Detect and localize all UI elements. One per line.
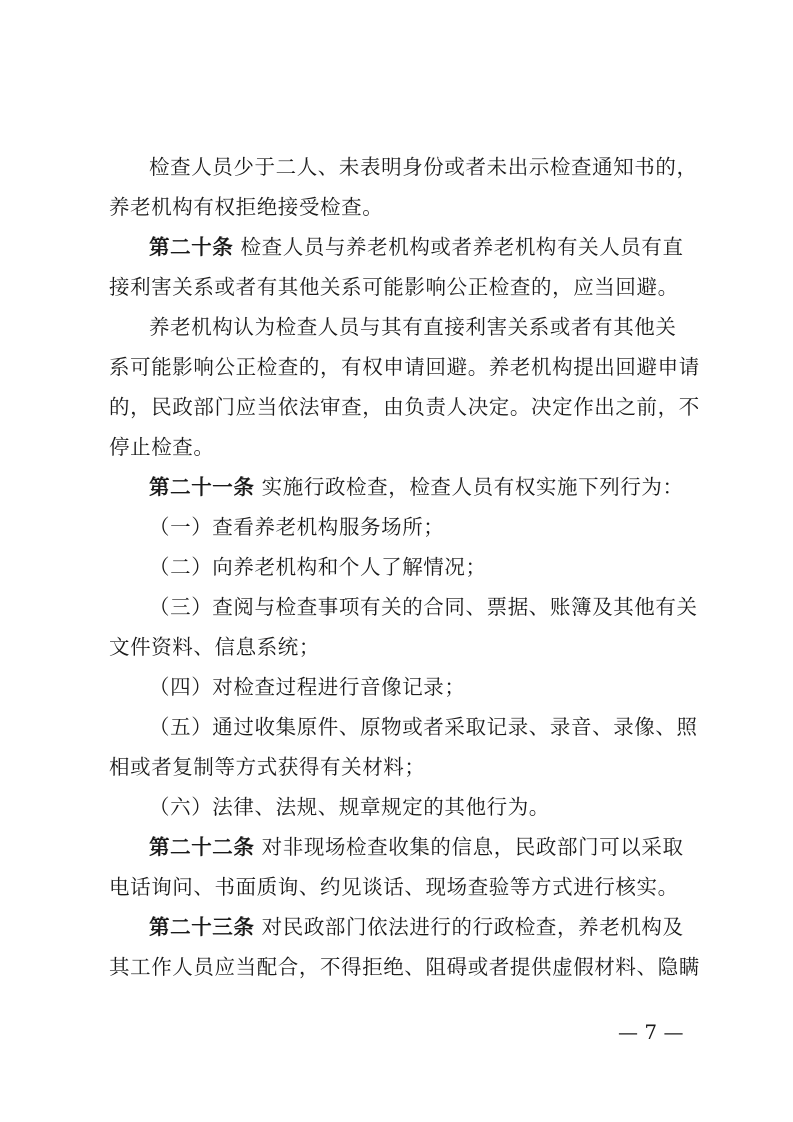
- paragraph-line: 电话询问、书面质询、约见谈话、现场查验等方式进行核实。: [109, 875, 679, 899]
- article-text: 对非现场检查收集的信息，民政部门可以采取: [254, 835, 684, 859]
- paragraph-line: 停止检查。: [109, 435, 215, 459]
- article-heading: 第二十一条: [149, 475, 255, 499]
- list-item-continuation: 相或者复制等方式获得有关材料；: [109, 755, 426, 779]
- article-first-line: [149, 912, 689, 942]
- list-item: （二）向养老机构和个人了解情况；: [149, 555, 487, 579]
- paragraph-line: 的，民政部门应当依法审查，由负责人决定。决定作出之前，不: [109, 395, 700, 419]
- paragraph-line: 养老机构认为检查人员与其有直接利害关系或者有其他关: [149, 315, 677, 339]
- paragraph-line: 养老机构有权拒绝接受检查。: [109, 195, 384, 219]
- article-text: 检查人员与养老机构或者养老机构有关人员有直: [233, 235, 684, 259]
- list-item: （四）对检查过程进行音像记录；: [149, 675, 466, 699]
- paragraph-line: 接利害关系或者有其他关系可能影响公正检查的，应当回避。: [109, 275, 679, 299]
- article-first-line: [149, 472, 689, 502]
- list-item: （三）查阅与检查事项有关的合同、票据、账簿及其他有关: [149, 595, 698, 619]
- article-first-line: [149, 832, 689, 862]
- list-item: （一）查看养老机构服务场所；: [149, 515, 445, 539]
- page-number: — 7 —: [618, 1020, 684, 1044]
- list-item: （六）法律、法规、规章规定的其他行为。: [149, 795, 550, 819]
- article-first-line: [149, 232, 689, 262]
- list-item-continuation: 文件资料、信息系统；: [109, 635, 320, 659]
- paragraph-line: 检查人员少于二人、未表明身份或者未出示检查通知书的，: [149, 155, 698, 179]
- article-text: 对民政部门依法进行的行政检查，养老机构及: [254, 915, 684, 939]
- article-heading: 第二十条: [149, 235, 234, 259]
- article-heading: 第二十三条: [149, 915, 255, 939]
- article-heading: 第二十二条: [149, 835, 255, 859]
- paragraph-line: 其工作人员应当配合，不得拒绝、阻碍或者提供虚假材料、隐瞒: [109, 955, 700, 979]
- paragraph-line: 系可能影响公正检查的，有权申请回避。养老机构提出回避申请: [109, 355, 700, 379]
- list-item: （五）通过收集原件、原物或者采取记录、录音、录像、照: [149, 715, 698, 739]
- article-text: 实施行政检查，检查人员有权实施下列行为：: [254, 475, 684, 499]
